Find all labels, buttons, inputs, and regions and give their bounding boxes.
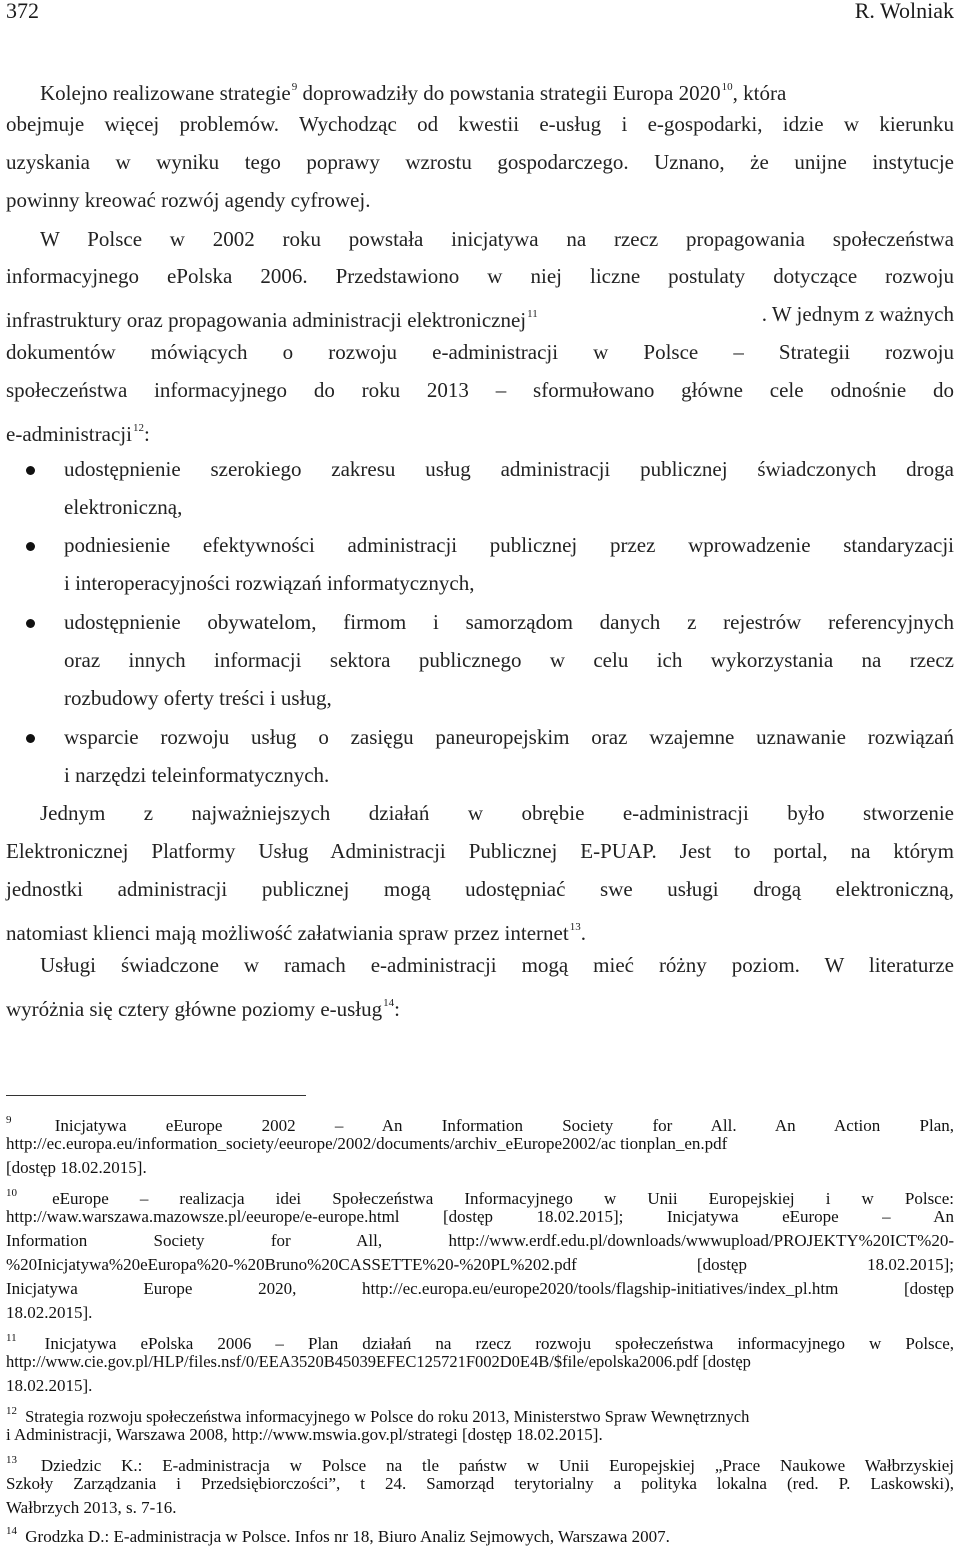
paragraph-3-line-1: Jednym z najważniejszych działań w obrębie e-administracji było stworzenie	[40, 801, 954, 825]
text: infrastruktury oraz propagowania administracji elektronicznej	[6, 308, 527, 332]
paragraph-2-line-3	[6, 299, 954, 335]
footnote-10-line-4: %20Inicjatywa%20eEuropa%20-%20Bruno%20CASSETTE%20-%20PL%202.pdf [dostęp 18.02.2015];	[6, 1255, 954, 1274]
bullet-icon	[26, 619, 35, 628]
page-number: 372	[6, 0, 39, 23]
footnote-10-line-5: Inicjatywa Europe 2020, http://ec.europa.eu/europe2020/tools/flagship-initiatives/index_pl.htm [dostęp	[6, 1279, 954, 1298]
footnote-ref-10: 10	[721, 81, 733, 93]
paragraph-2-line-4: dokumentów mówiących o rozwoju e-administracji w Polsce – Strategii rozwoju	[6, 340, 954, 364]
text: eEurope – realizacja idei Społeczeństwa Informacyjnego w Unii Europejskiej i w Polsce:	[52, 1189, 955, 1208]
footnote-ref-14: 14	[383, 997, 395, 1009]
footnote-10-line-6: 18.02.2015].	[6, 1303, 93, 1322]
text: , która	[732, 81, 787, 105]
paragraph-4-line-2	[6, 988, 400, 1024]
running-head-author: R. Wolniak	[854, 0, 954, 23]
paragraph-3-line-3: jednostki administracji publicznej mogą udostępniać swe usługi drogą elektroniczną,	[6, 877, 954, 901]
footnote-number: 11	[6, 1332, 17, 1344]
paragraph-1-line-4: powinny kreować rozwój agendy cyfrowej.	[6, 188, 371, 212]
text: e-administracji	[6, 422, 132, 446]
footnote-ref-11: 11	[527, 308, 538, 320]
footnote-10-line-2: http://waw.warszawa.mazowsze.pl/eeurope/e-europe.html [dostęp 18.02.2015]; Inicjatywa eEurope – An	[6, 1207, 954, 1226]
footnote-13-line-3: Wałbrzych 2013, s. 7-16.	[6, 1498, 177, 1517]
footnote-ref-9: 9	[291, 81, 298, 93]
paragraph-3-line-4	[6, 912, 586, 948]
running-header	[0, 0, 960, 30]
text: Inicjatywa eEurope 2002 – An Information Society for All. An Action Plan,	[54, 1116, 954, 1135]
text: wyróżnia się cztery główne poziomy e-usług	[6, 997, 383, 1021]
text: natomiast klienci mają możliwość załatwiania spraw przez internet	[6, 921, 569, 945]
footnote-13-line-2: Szkoły Zarządzania i Przedsiębiorczości”, t 24. Samorząd terytorialny a polityka lokalna (red. P. Laskowski),	[6, 1474, 954, 1493]
bullet-1-line-1: udostępnienie szerokiego zakresu usług administracji publicznej świadczonych droga	[64, 457, 954, 481]
text: .	[580, 921, 586, 945]
footnote-10-line-3: Information Society for All, http://www.erdf.edu.pl/downloads/wwwupload/PROJEKTY%20ICT%20-	[6, 1231, 954, 1250]
paragraph-1-line-2: obejmuje więcej problemów. Wychodząc od kwestii e-usług i e-gospodarki, idzie w kierunku	[6, 112, 954, 136]
bullet-2-line-1: podniesienie efektywności administracji publicznej przez wprowadzenie standaryzacji	[64, 533, 954, 557]
footnote-number: 10	[6, 1187, 17, 1199]
bullet-icon	[26, 542, 35, 551]
text: :	[143, 422, 150, 446]
footnote-number: 14	[6, 1525, 17, 1537]
paragraph-1-line-3: uzyskania w wyniku tego poprawy wzrostu gospodarczego. Uznano, że unijne instytucje	[6, 150, 954, 174]
footnote-separator	[6, 1095, 306, 1096]
bullet-3-line-2: oraz innych informacji sektora publicznego w celu ich wykorzystania na rzecz	[64, 648, 954, 672]
bullet-1-line-2: elektroniczną,	[64, 495, 183, 519]
bullet-3-line-3: rozbudowy oferty treści i usług,	[64, 686, 332, 710]
bullet-2-line-2: i interoperacyjności rozwiązań informatycznych,	[64, 571, 475, 595]
bullet-4-line-2: i narzędzi teleinformatycznych.	[64, 763, 330, 787]
footnote-9-line-2: http://ec.europa.eu/information_society/eeurope/2002/documents/archiv_eEurope2002/ac tionplan_en.pdf	[6, 1134, 728, 1153]
paragraph-2-line-6	[6, 413, 150, 449]
bullet-3-line-1: udostępnienie obywatelom, firmom i samorządom danych z rejestrów referencyjnych	[64, 610, 954, 634]
text: :	[394, 997, 400, 1021]
paragraph-2-line-1: W Polsce w 2002 roku powstała inicjatywa na rzecz propagowania społeczeństwa	[40, 227, 954, 251]
footnote-9-line-3: [dostęp 18.02.2015].	[6, 1158, 147, 1177]
footnote-number: 9	[6, 1114, 12, 1126]
bullet-icon	[26, 466, 35, 475]
text: Inicjatywa ePolska 2006 – Plan działań na rzecz rozwoju społeczeństwa informacyjnego w Polsce,	[44, 1334, 955, 1353]
text: Dziedzic K.: E-administracja w Polsce na tle państw w Unii Europejskiej „Prace Naukowe Wałbrzyskiej	[40, 1456, 954, 1475]
bullet-icon	[26, 734, 35, 743]
footnote-number: 12	[6, 1405, 17, 1417]
text: Kolejno realizowane strategie	[40, 81, 291, 105]
paragraph-2-line-2: informacyjnego ePolska 2006. Przedstawiono w niej liczne postulaty dotyczące rozwoju	[6, 264, 954, 288]
text: doprowadziły do powstania strategii Europa 2020	[297, 81, 721, 105]
text: Grodzka D.: E-administracja w Polsce. Infos nr 18, Biuro Analiz Sejmowych, Warszawa 2007.	[25, 1527, 670, 1546]
bullet-4-line-1: wsparcie rozwoju usług o zasięgu paneuropejskim oraz wzajemne uznawanie rozwiązań	[64, 725, 954, 749]
paragraph-1-line-1	[40, 72, 786, 108]
text: Strategia rozwoju społeczeństwa informacyjnego w Polsce do roku 2013, Ministerstwo Spraw Wewnętrznych	[25, 1407, 750, 1426]
footnote-ref-13: 13	[569, 921, 581, 933]
text: . W jednym z ważnych	[761, 302, 954, 326]
footnote-number: 13	[6, 1454, 17, 1466]
footnote-11-line-3: 18.02.2015].	[6, 1376, 93, 1395]
footnote-ref-12: 12	[132, 422, 144, 434]
footnote-12-line-2: i Administracji, Warszawa 2008, http://www.mswia.gov.pl/strategi [dostęp 18.02.2015].	[6, 1425, 603, 1444]
paragraph-4-line-1: Usługi świadczone w ramach e-administracji mogą mieć różny poziom. W literaturze	[40, 953, 954, 977]
paragraph-3-line-2: Elektronicznej Platformy Usług Administracji Publicznej E-PUAP. Jest to portal, na którym	[6, 839, 954, 863]
footnote-11-line-2: http://www.cie.gov.pl/HLP/files.nsf/0/EEA3520B45039EFEC125721F002D0E4B/$file/epolska2006.pdf [dostęp	[6, 1352, 751, 1371]
paragraph-2-line-5: społeczeństwa informacyjnego do roku 2013 – sformułowano główne cele odnośnie do	[6, 378, 954, 402]
